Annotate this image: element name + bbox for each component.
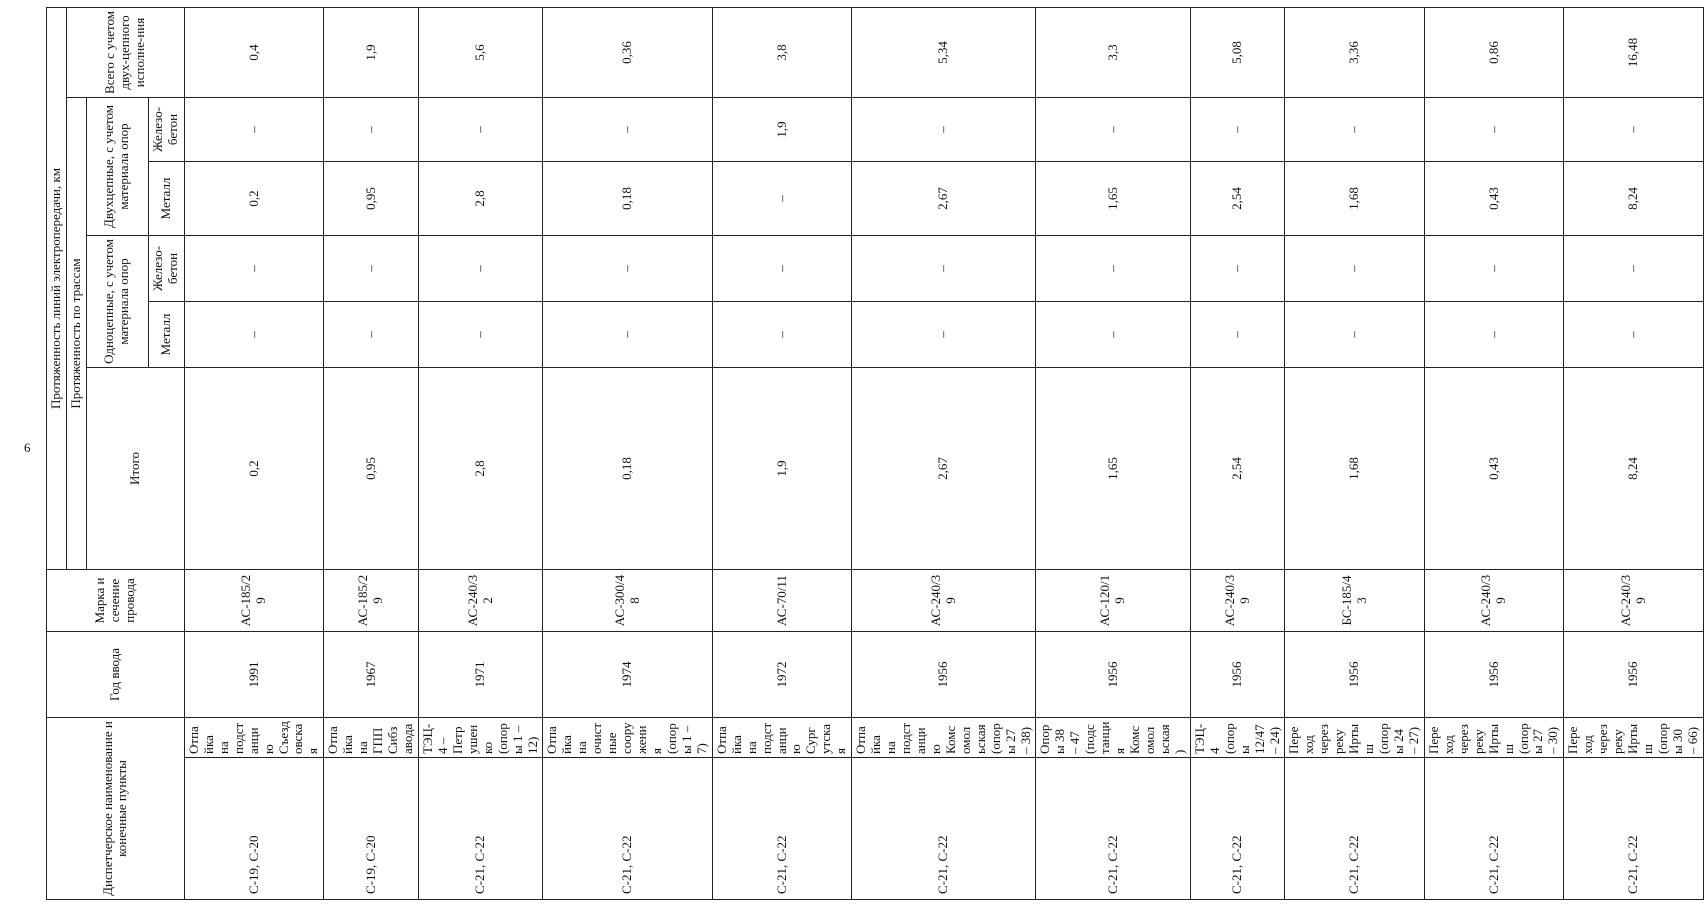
cell-name: Переход через реку Иртыш (опоры 30 – 66) <box>1564 718 1703 758</box>
cell-double-metal: 2,54 <box>1190 162 1285 236</box>
cell-year: 1956 <box>1036 632 1190 718</box>
header-year: Год ввода <box>47 632 185 718</box>
cell-year: 1972 <box>712 632 851 718</box>
cell-code: С-21, С-22 <box>1564 758 1703 900</box>
cell-year: 1956 <box>852 632 1036 718</box>
cell-name: ТЭЦ-4 – Петрушенко (опоры 1 – 12) <box>418 718 543 758</box>
table-row <box>1285 7 1424 899</box>
cell-total: 0,18 <box>543 368 712 570</box>
cell-single-metal: – <box>184 302 323 368</box>
cell-total: 2,67 <box>852 368 1036 570</box>
cell-wire: АС-185/29 <box>324 570 419 632</box>
cell-wire: АС-240/39 <box>852 570 1036 632</box>
cell-double-concrete: – <box>324 98 419 162</box>
cell-double-concrete: – <box>1036 98 1190 162</box>
cell-wire: АС-240/39 <box>1564 570 1703 632</box>
cell-double-concrete: 1,9 <box>712 98 851 162</box>
cell-name: Отпайка на подстанцию Съездовская <box>184 718 323 758</box>
cell-total-double: 3,8 <box>712 7 851 97</box>
cell-single-concrete: – <box>543 236 712 302</box>
cell-double-concrete: – <box>418 98 543 162</box>
cell-total-double: 1,9 <box>324 7 419 97</box>
table-row <box>712 7 851 899</box>
cell-single-concrete: – <box>1190 236 1285 302</box>
cell-double-metal: 8,24 <box>1564 162 1703 236</box>
cell-single-concrete: – <box>184 236 323 302</box>
cell-single-concrete: – <box>1564 236 1703 302</box>
cell-name: Отпайка на подстанцию Комсомольская (опоры 27 – 38) <box>852 718 1036 758</box>
cell-double-concrete: – <box>184 98 323 162</box>
header-single-metal: Металл <box>148 302 184 368</box>
table-row <box>1564 7 1703 899</box>
table-row <box>184 7 323 899</box>
header-single-concrete: Железо-бетон <box>148 236 184 302</box>
cell-single-metal: – <box>1564 302 1703 368</box>
table-row <box>543 7 712 899</box>
cell-total-double: 3,36 <box>1285 7 1424 97</box>
cell-double-metal: 0,43 <box>1424 162 1563 236</box>
cell-wire: БС-185/43 <box>1285 570 1424 632</box>
cell-code: С-21, С-22 <box>418 758 543 900</box>
cell-wire: АС-240/39 <box>1424 570 1563 632</box>
rotated-table-area <box>46 8 1700 900</box>
cell-total: 1,68 <box>1285 368 1424 570</box>
cell-total: 1,65 <box>1036 368 1190 570</box>
header-double: Двухцепные, с учетом материала опор <box>86 98 148 236</box>
cell-year: 1971 <box>418 632 543 718</box>
cell-single-metal: – <box>1424 302 1563 368</box>
header-route-group: Протяженность по трассам <box>66 98 86 570</box>
cell-year: 1956 <box>1285 632 1424 718</box>
cell-total: 0,2 <box>184 368 323 570</box>
cell-code: С-21, С-22 <box>712 758 851 900</box>
cell-double-metal: 2,67 <box>852 162 1036 236</box>
cell-year: 1991 <box>184 632 323 718</box>
cell-double-concrete: – <box>1564 98 1703 162</box>
cell-name: ТЭЦ-4 (опоры 12/47 – 24) <box>1190 718 1285 758</box>
cell-name: Переход через реку Иртыш (опоры 27 – 30) <box>1424 718 1563 758</box>
cell-double-metal: 1,65 <box>1036 162 1190 236</box>
page-number: 6 <box>24 440 31 455</box>
cell-total-double: 5,08 <box>1190 7 1285 97</box>
cell-wire: АС-300/48 <box>543 570 712 632</box>
cell-code: С-21, С-22 <box>1036 758 1190 900</box>
cell-double-metal: 0,95 <box>324 162 419 236</box>
table-row <box>852 7 1036 899</box>
header-wire: Марка и сечение провода <box>47 570 185 632</box>
cell-wire: АС-120/19 <box>1036 570 1190 632</box>
table-row <box>324 7 419 899</box>
cell-wire: АС-240/39 <box>1190 570 1285 632</box>
cell-double-concrete: – <box>852 98 1036 162</box>
cell-name: Опоры 38 – 47 (подстанция Комсомольская) <box>1036 718 1190 758</box>
rotated-table-wrapper <box>46 8 1700 900</box>
cell-double-concrete: – <box>1285 98 1424 162</box>
cell-total: 1,9 <box>712 368 851 570</box>
cell-year: 1967 <box>324 632 419 718</box>
cell-year: 1956 <box>1424 632 1563 718</box>
table-row <box>1190 7 1285 899</box>
cell-year: 1956 <box>1564 632 1703 718</box>
cell-single-metal: – <box>1285 302 1424 368</box>
cell-total-double: 5,34 <box>852 7 1036 97</box>
cell-total-double: 0,86 <box>1424 7 1563 97</box>
header-double-metal: Металл <box>148 162 184 236</box>
cell-wire: АС-185/29 <box>184 570 323 632</box>
cell-double-metal: 1,68 <box>1285 162 1424 236</box>
power-lines-table <box>46 7 1704 900</box>
table-row <box>418 7 543 899</box>
cell-total-double: 0,36 <box>543 7 712 97</box>
cell-single-concrete: – <box>1285 236 1424 302</box>
cell-double-concrete: – <box>1424 98 1563 162</box>
cell-name: Отпайка на подстанцию Сургутская <box>712 718 851 758</box>
cell-total: 0,95 <box>324 368 419 570</box>
cell-code: С-21, С-22 <box>1190 758 1285 900</box>
cell-total: 8,24 <box>1564 368 1703 570</box>
cell-code: С-21, С-22 <box>1424 758 1563 900</box>
header-total: Итого <box>86 368 184 570</box>
cell-total-double: 0,4 <box>184 7 323 97</box>
cell-single-concrete: – <box>324 236 419 302</box>
header-length-group: Протяженность линий электропередачи, км <box>47 7 67 569</box>
header-single: Одноцепные, с учетом материала опор <box>86 236 148 368</box>
cell-single-concrete: – <box>1424 236 1563 302</box>
cell-single-concrete: – <box>418 236 543 302</box>
cell-single-metal: – <box>712 302 851 368</box>
cell-code: С-19, С-20 <box>184 758 323 900</box>
cell-code: С-21, С-22 <box>852 758 1036 900</box>
cell-double-concrete: – <box>1190 98 1285 162</box>
cell-code: С-21, С-22 <box>543 758 712 900</box>
cell-double-metal: – <box>712 162 851 236</box>
cell-single-concrete: – <box>712 236 851 302</box>
cell-wire: АС-240/32 <box>418 570 543 632</box>
cell-year: 1956 <box>1190 632 1285 718</box>
cell-total: 2,8 <box>418 368 543 570</box>
cell-double-metal: 2,8 <box>418 162 543 236</box>
cell-name: Отпайка на очистные сооружения (опоры 1 – 7) <box>543 718 712 758</box>
header-double-concrete: Железо-бетон <box>148 98 184 162</box>
cell-name: Отпайка на ГПП Сибзавода <box>324 718 419 758</box>
cell-total-double: 5,6 <box>418 7 543 97</box>
cell-single-concrete: – <box>852 236 1036 302</box>
cell-single-metal: – <box>543 302 712 368</box>
cell-code: С-19, С-20 <box>324 758 419 900</box>
cell-double-metal: 0,18 <box>543 162 712 236</box>
cell-single-metal: – <box>1036 302 1190 368</box>
cell-total-double: 16,48 <box>1564 7 1703 97</box>
cell-single-metal: – <box>418 302 543 368</box>
cell-single-concrete: – <box>1036 236 1190 302</box>
cell-wire: АС-70/11 <box>712 570 851 632</box>
cell-total-double: 3,3 <box>1036 7 1190 97</box>
cell-double-concrete: – <box>543 98 712 162</box>
cell-year: 1974 <box>543 632 712 718</box>
header-double-total: Всего с учетом двух-цепного исполне-ния <box>66 7 184 97</box>
cell-code: С-21, С-22 <box>1285 758 1424 900</box>
cell-single-metal: – <box>324 302 419 368</box>
header-name: Диспетчерское наименование и конечные пункты <box>47 718 185 900</box>
table-row <box>1036 7 1190 899</box>
cell-single-metal: – <box>852 302 1036 368</box>
cell-total: 2,54 <box>1190 368 1285 570</box>
cell-single-metal: – <box>1190 302 1285 368</box>
table-body <box>184 7 1703 899</box>
cell-double-metal: 0,2 <box>184 162 323 236</box>
table-row <box>1424 7 1563 899</box>
cell-total: 0,43 <box>1424 368 1563 570</box>
cell-name: Переход через реку Иртыш (опоры 24 – 27) <box>1285 718 1424 758</box>
